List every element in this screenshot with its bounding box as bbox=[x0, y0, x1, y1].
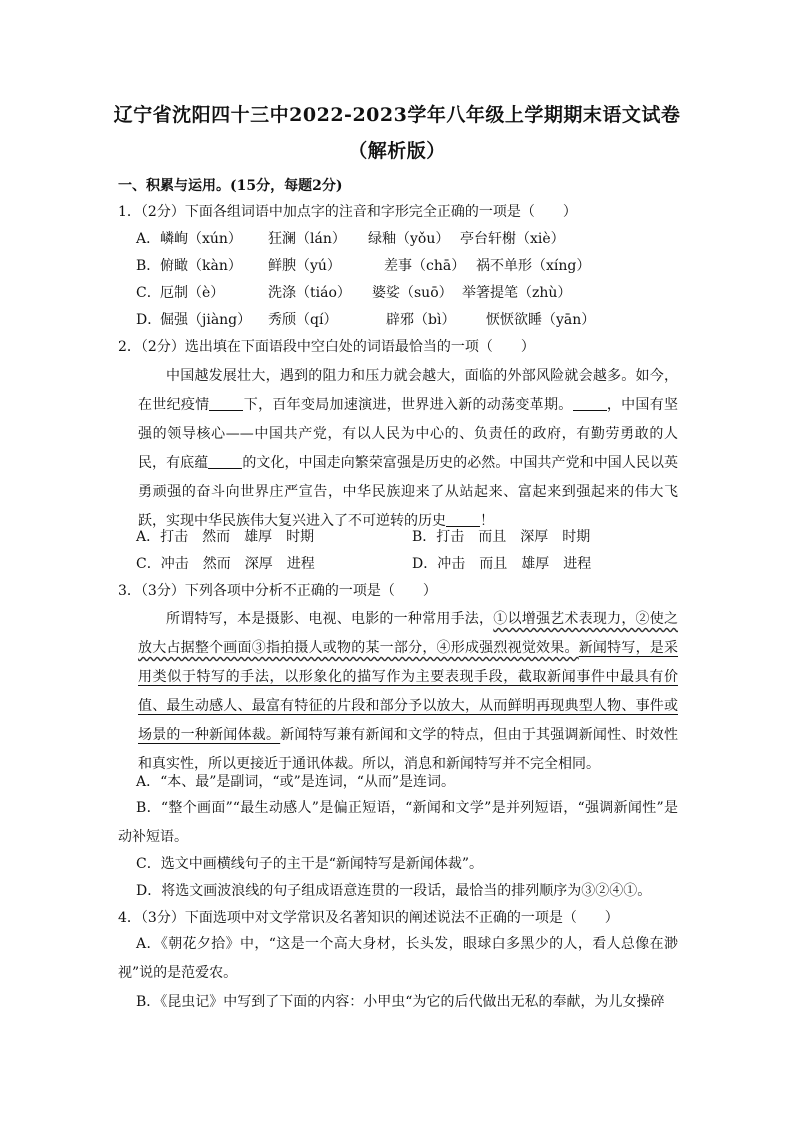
blank-4 bbox=[446, 512, 480, 527]
q3-option-c: C．选文中画横线句子的主干是“新闻特写是新闻体裁”。 bbox=[136, 856, 484, 872]
q4-stem: 4．（3分）下面选项中对文学常识及名著知识的阐述说法不正确的一项是（ ） bbox=[118, 910, 619, 926]
section-heading: 一、积累与运用。(15分，每题2分) bbox=[118, 178, 343, 194]
underlined-sentence: 新闻特写，是采用类似于特写的手法，以形象化的描写作为主要表现手段，截取新闻事件中最具有价值、最生动感人、最富有特征的片段和部分予以放大，从而鲜明再现典型人物、事件或场景的一种新闻体裁。 bbox=[138, 640, 679, 743]
wavy-underlined-sentence: ①以增强艺术表现力，②使之放大占据整个画面③指拍摄人或物的某一部分，④形成强烈视觉效果。 bbox=[138, 611, 679, 656]
exam-page: 辽宁省沈阳四十三中2022-2023学年八年级上学期期末语文试卷 （解析版） 一、积累与运用。(15分，每题2分) 1．（2分）下面各组词语中加点字的注音和字形完全正确的一项是（ ） A． 嶙峋（xún） 狂澜（lán） 绿釉（yǒu） 亭台轩榭（xiè） B． 俯瞰（kàn） 鲜腴（yú） 差事（chā） 祸不单形（xíng） C． 厄制（è） 洗涤（tiáo） 婆娑（suō） 举箸提笔（zhù） D． 倔强（jiàng） 秀颀（qí） 辟邪（bì） 恹恹欲睡（yān） 2．（2分）选出填在下面语段中空白处的词语最恰当的一项（ ） 中国越发展壮大，遇到的阻力和压力就会越大，面临的外部风险就会越多。如今，在世纪疫情 下，百年变局加速演进，世界进入新的动荡变革期。 ，中国有坚强的领导核心——中国共产党，有以人民为中心的、负责任的政府，有勤劳勇敢的人民，有底蕴 的文化，中国走向繁荣富强是历史的必然。中国共产党和中国人民以英勇顽强的奋斗向世界庄严宣告，中华民族迎来了从站起来、富起来到强起来的伟大飞跃，实现中华民族伟大复兴进入了不可逆转的历史 ！ A．打击 然而 雄厚 时期 B．打击 而且 深厚 时期 C．冲击 然而 深厚 进程 D．冲击 而且 雄厚 进程 3．（3分）下列各项中分析不正确的一项是（ ） 所谓特写，本是摄影、电视、电影的一种常用手法，①以增强艺术表现力，②使之放大占据整个画面③指拍摄人或物的某一部分，④形成强烈视觉效果。新闻特写，是采用类似于特写的手法，以形象化的描写作为主要表现手段，截取新闻事件中最具有价值、最生动感人、最富有特征的片段和部分予以放大，从而鲜明再现典型人物、事件或场景的一种新闻体裁。新闻特写兼有新闻和文学的特点，但由于其强调新闻性、时效性和真实性，所以更接近于通讯体裁。所以，消息和新闻特写并不完全相同。 A．“本、最”是副词，“或”是连词，“从而”是连词。 B．“整个画面”“最生动感人”是偏正短语，“新闻和文学”是并列短语，“强调新闻性”是动补短语。 C．选文中画横线句子的主干是“新闻特写是新闻体裁”。 D．将选文画波浪线的句子组成语意连贯的一段话，最恰当的排列顺序为③②④①。 4．（3分）下面选项中对文学常识及名著知识的阐述说法不正确的一项是（ ） A．《朝花夕拾》中，“这是一个高大身材，长头发，眼球白多黑少的人，看人总像在渺视”说的是范爱农。 B．《昆虫记》中写到了下面的内容：小甲虫“为它的后代做出无私的奉献，为儿女操碎 bbox=[0, 0, 794, 1123]
blank-3 bbox=[208, 454, 242, 469]
exam-subtitle: （解析版） bbox=[348, 140, 446, 162]
q4-option-b: B．《昆虫记》中写到了下面的内容：小甲虫“为它的后代做出无私的奉献，为儿女操碎 bbox=[136, 994, 665, 1010]
q2-stem: 2．（2分）选出填在下面语段中空白处的词语最恰当的一项（ ） bbox=[118, 339, 535, 355]
q2-passage: 中国越发展壮大，遇到的阻力和压力就会越大，面临的外部风险就会越多。如今，在世纪疫情 下，百年变局加速演进，世界进入新的动荡变革期。 ，中国有坚强的领导核心——中国共产党，有以人民为中心的、负责任的政府，有勤劳勇敢的人民，有底蕴 的文化，中国走向繁荣富强是历史的必然。中国共产党和中国人民以英勇顽强的奋斗向世界庄严宣告，中华民族迎来了从站起来、富起来到强起来的伟大飞跃，实现中华民族伟大复兴进入了不可逆转的历史 ！ bbox=[138, 368, 679, 529]
q2-option-c: C．冲击 然而 深厚 进程 bbox=[136, 556, 315, 572]
q2-option-b: B．打击 而且 深厚 时期 bbox=[412, 529, 591, 545]
blank-2 bbox=[573, 396, 607, 411]
q3-stem: 3．（3分）下列各项中分析不正确的一项是（ ） bbox=[118, 583, 437, 599]
q2-option-a: A．打击 然而 雄厚 时期 bbox=[136, 529, 315, 545]
q3-passage: 所谓特写，本是摄影、电视、电影的一种常用手法，①以增强艺术表现力，②使之放大占据整个画面③指拍摄人或物的某一部分，④形成强烈视觉效果。新闻特写，是采用类似于特写的手法，以形象化的描写作为主要表现手段，截取新闻事件中最具有价值、最生动感人、最富有特征的片段和部分予以放大，从而鲜明再现典型人物、事件或场景的一种新闻体裁。新闻特写兼有新闻和文学的特点，但由于其强调新闻性、时效性和真实性，所以更接近于通讯体裁。所以，消息和新闻特写并不完全相同。 bbox=[138, 611, 679, 772]
q3-option-b: B．“整个画面”“最生动感人”是偏正短语，“新闻和文学”是并列短语，“强调新闻性”是动补短语。 bbox=[118, 800, 678, 845]
q3-option-a: A．“本、最”是副词，“或”是连词，“从而”是连词。 bbox=[136, 774, 456, 790]
exam-title: 辽宁省沈阳四十三中2022-2023学年八年级上学期期末语文试卷 bbox=[113, 104, 681, 126]
q3-option-d: D．将选文画波浪线的句子组成语意连贯的一段话，最恰当的排列顺序为③②④①。 bbox=[136, 883, 652, 899]
q1-stem: 1．（2分）下面各组词语中加点字的注音和字形完全正确的一项是（ ） bbox=[118, 204, 577, 220]
q2-option-d: D．冲击 而且 雄厚 进程 bbox=[412, 556, 592, 572]
q4-option-a: A．《朝花夕拾》中，“这是一个高大身材，长头发，眼球白多黑少的人，看人总像在渺视”说的是范爱农。 bbox=[118, 936, 678, 981]
blank-1 bbox=[209, 396, 243, 411]
